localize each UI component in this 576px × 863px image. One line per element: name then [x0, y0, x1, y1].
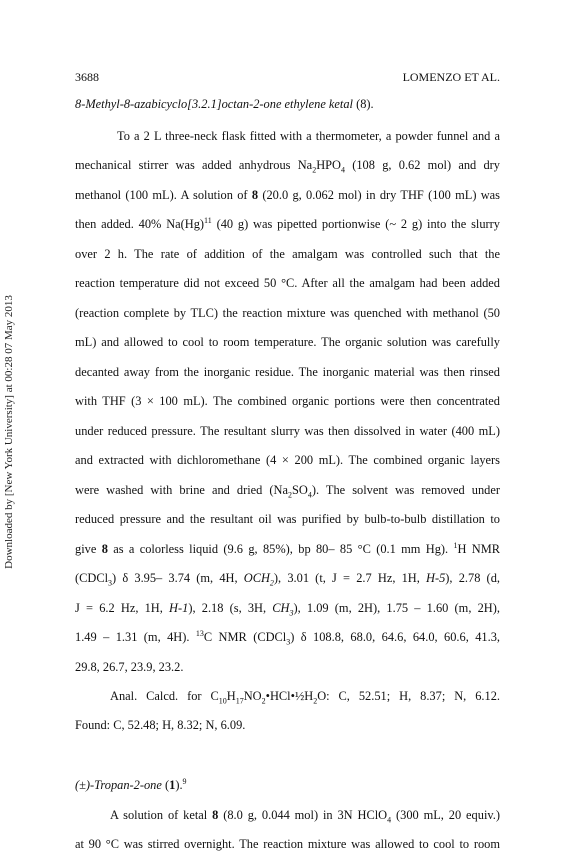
paragraph-line: then added. 40% $Na(Hg)^{11}$ (40 g) was pipetted portionwise (~ 2 g) into the slurry	[75, 215, 500, 231]
paragraph-line: methanol (100 mL). A solution of 8 (20.0 g, 0.062 mol) in dry THF (100 mL) was	[75, 188, 501, 202]
paragraph-line: reaction temperature did not exceed 50 °C. After all the amalgam had been added	[75, 276, 500, 290]
paragraph-line: under reduced pressure. The resultant slurry was then dissolved in water (400 mL)	[75, 424, 500, 438]
elemental-analysis-line: Anal. Calcd. for $C_{10}H_{17}NO_2•HCl•\frac{1}{2}H_2O$: C, 52.51; H, 8.37; N, 6.12.	[110, 689, 500, 706]
paragraph-line: with THF (3 × 100 mL). The combined organic portions were then concentrated	[75, 394, 500, 408]
running-head: LOMENZO ET AL.	[402, 70, 500, 84]
section-heading-tropanone: (±)-Tropan-2-one (1).$^9$	[75, 776, 187, 792]
paragraph-line: A solution of ketal 8 (8.0 g, 0.044 mol) in 3N HClO$_4$ (300 mL, 20 equiv.)	[110, 808, 500, 825]
paragraph-line: give 8 as a colorless liquid (9.6 g, 85%), bp 80– 85 °C (0.1 mm Hg). $^1$H NMR	[75, 540, 501, 556]
paragraph-line: To a 2 L three-neck flask fitted with a thermometer, a powder funnel and a	[117, 129, 500, 143]
page-header	[75, 70, 500, 85]
download-watermark	[0, 0, 18, 863]
paragraph-line: (reaction complete by TLC) the reaction mixture was quenched with methanol (50	[75, 306, 500, 320]
paragraph-line: and extracted with dichloromethane (4 × 200 mL). The combined organic layers	[75, 453, 500, 467]
elemental-analysis-found: Found: C, 52.48; H, 8.32; N, 6.09.	[75, 718, 246, 732]
paragraph-line: 29.8, 26.7, 23.9, 23.2.	[75, 660, 184, 674]
page-number: 3688	[75, 70, 99, 84]
paragraph-line: reduced pressure and the resultant oil was purified by bulb-to-bulb distillation to	[75, 512, 500, 526]
download-notice: Downloaded by [New York University] at 00:28 07 May 2013	[3, 294, 15, 569]
paragraph-line: J = 6.2 Hz, 1H, H-1), 2.18 (s, 3H, $CH_3$), 1.09 (m, 2H), 1.75 – 1.60 (m, 2H),	[75, 601, 500, 618]
paragraph-line: (CDCl$_3$) δ 3.95– 3.74 (m, 4H, $OCH_2$), 3.01 (t, J = 2.7 Hz, 1H, H-5), 2.78 (d,	[75, 571, 500, 588]
paragraph-line: 1.49 – 1.31 (m, 4H). $^{13}$C NMR (CDCl$_3$) δ 108.8, 68.0, 64.6, 64.0, 60.6, 41.3,	[75, 628, 500, 647]
paragraph-line: were washed with brine and dried $(Na_2SO_4)$. The solvent was removed under	[75, 483, 500, 500]
paragraph-line: at 90 °C was stirred overnight. The reaction mixture was allowed to cool to room	[75, 837, 500, 851]
section-heading-ketal: 8-Methyl-8-azabicyclo[3.2.1]octan-2-one ethylene ketal (8).	[75, 97, 374, 111]
paragraph-line: over 2 h. The rate of addition of the amalgam was controlled such that the	[75, 247, 500, 261]
paragraph-line: mechanical stirrer was added anhydrous $Na_2HPO_4$ (108 g, 0.62 mol) and dry	[75, 158, 500, 175]
paragraph-line: decanted away from the inorganic residue. The inorganic material was then rinsed	[75, 365, 500, 379]
paragraph-line: mL) and allowed to cool to room temperature. The organic solution was carefully	[75, 335, 500, 349]
